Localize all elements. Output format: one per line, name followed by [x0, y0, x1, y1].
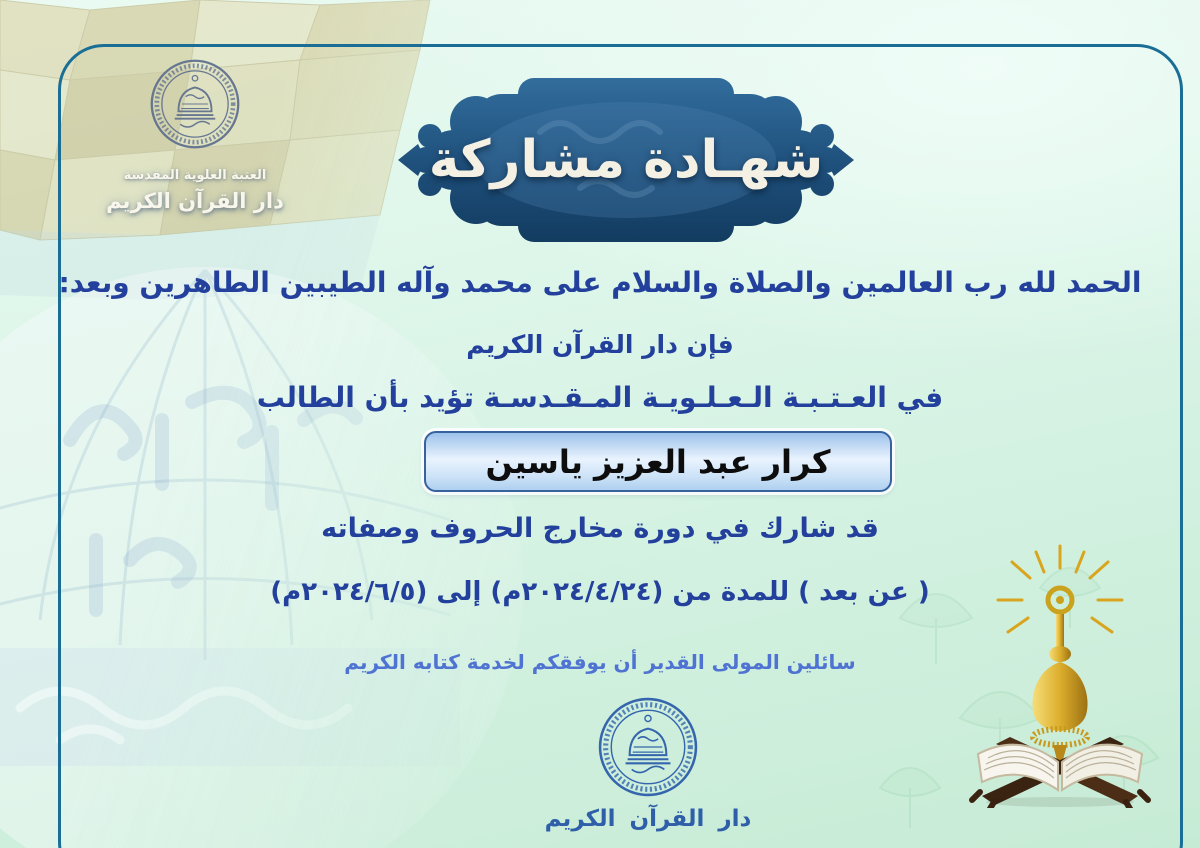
title-banner	[390, 72, 862, 248]
certificate-title: شهـادة مشاركة	[428, 130, 824, 190]
issuer-org-name: دار القرآن الكريم	[106, 189, 284, 213]
shrine-seal-icon	[597, 696, 699, 798]
issuer-line: فإن دار القرآن الكريم	[466, 330, 734, 359]
issuer-emblem	[95, 58, 295, 213]
prayer-line: سائلين المولى القدير أن يوفقكم لخدمة كتابه الكريم	[344, 650, 856, 674]
issuer-parent-name: العتبة العلوية المقدسة	[123, 168, 267, 183]
footer-org-name: دار القرآن الكريم	[544, 806, 752, 832]
opening-line: الحمد لله رب العالمين والصلاة والسلام على محمد وآله الطيبين الطاهرين وبعد:	[58, 266, 1142, 299]
student-name: كرار عبد العزيز ياسين	[485, 442, 831, 481]
shrine-seal-icon	[149, 58, 241, 150]
footer-emblem	[520, 696, 776, 832]
quran-stand-icon	[950, 538, 1170, 808]
affirmation-line: في العـتـبـة الـعـلـويـة المـقـدسـة تؤيد بأن الطالب	[256, 381, 944, 414]
duration-line: ( عن بعد ) للمدة من (٢٠٢٤/٤/٢٤م) إلى (٢٠٢٤/٦/٥م)	[270, 577, 930, 607]
student-name-box	[424, 431, 892, 492]
participation-line: قد شارك في دورة مخارج الحروف وصفاته	[321, 513, 879, 544]
